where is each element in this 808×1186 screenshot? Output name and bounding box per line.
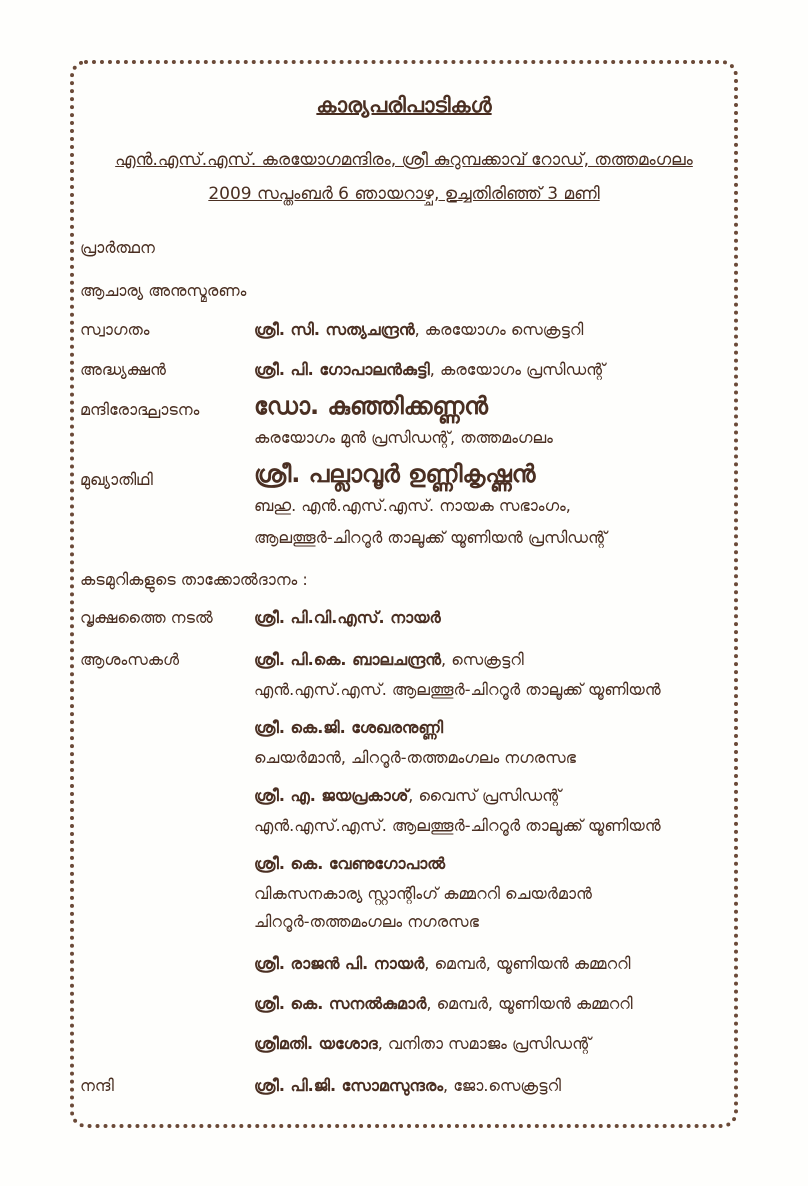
thanks-label: നന്ദി bbox=[80, 1076, 114, 1095]
presidency-name: ശ്രീ. പി. ഗോപാലൻകുട്ടി bbox=[254, 360, 430, 379]
venue-line-2: 2009 സപ്തംബർ 6 ഞായറാഴ്ച, ഉച്ചതിരിഞ്ഞ് 3 മണി bbox=[208, 184, 600, 204]
chief-guest-detail-1: ബഹു. എൻ.എസ്.എസ്. നായക സഭാംഗം, bbox=[254, 496, 571, 515]
presidency-role: , കരയോഗം പ്രസിഡന്റ് bbox=[429, 360, 605, 379]
felicitation-2-detail: ചെയർമാൻ, ചിററൂർ-തത്തമംഗലം നഗരസഭ bbox=[254, 748, 576, 767]
felicitations-label: ആശംസകൾ bbox=[80, 650, 180, 669]
presidency-label: അദ്ധ്യക്ഷൻ bbox=[80, 360, 166, 379]
key-handover-label: കടമുറികളുടെ താക്കോൽദാനം : bbox=[80, 570, 308, 589]
felicitation-7: ശ്രീമതി. യശോദ, വനിതാ സമാജം പ്രസിഡന്റ് bbox=[254, 1034, 591, 1053]
chief-guest-detail-2: ആലത്തൂർ-ചിററൂർ താലൂക്ക് യൂണിയൻ പ്രസിഡന്റ് bbox=[254, 528, 607, 547]
page-title: കാര്യപരിപാടികൾ bbox=[316, 93, 492, 117]
felicitation-4: ശ്രീ. കെ. വേണുഗോപാൽ bbox=[254, 854, 446, 873]
chief-guest-label: മുഖ്യാതിഥി bbox=[80, 470, 153, 489]
felicitation-4-detail: വികസനകാര്യ സ്റ്റാന്റിംഗ് കമ്മററി ചെയർമാൻ bbox=[254, 884, 592, 903]
prayer-label: പ്രാർത്ഥന bbox=[80, 238, 155, 257]
felicitation-1: ശ്രീ. പി.കെ. ബാലചന്ദ്രൻ, സെക്രട്ടറി bbox=[254, 650, 524, 669]
welcome-label: സ്വാഗതം bbox=[80, 320, 150, 339]
welcome-name: ശ്രീ. സി. സത്യചന്ദ്രൻ bbox=[254, 320, 415, 339]
tree-planting-label: വൃക്ഷത്തൈ നടൽ bbox=[80, 608, 213, 627]
welcome-entry bbox=[254, 320, 583, 340]
felicitation-6: ശ്രീ. കെ. സനൽകുമാർ, മെമ്പർ, യൂണിയൻ കമ്മററി bbox=[254, 994, 633, 1013]
venue-line-1: എൻ.എസ്.എസ്. കരയോഗമന്ദിരം, ശ്രീ കുറുമ്പക്കാവ് റോഡ്, തത്തമംഗലം bbox=[115, 150, 693, 170]
inauguration-name: ഡോ. കുഞ്ഞിക്കണ്ണൻ bbox=[254, 392, 489, 420]
felicitation-3: ശ്രീ. എ. ജയപ്രകാശ്, വൈസ് പ്രസിഡന്റ് bbox=[254, 786, 561, 805]
inauguration-label: മന്ദിരോദ്ഘാടനം bbox=[80, 400, 200, 419]
felicitation-4-detail-2: ചിററൂർ-തത്തമംഗലം നഗരസഭ bbox=[254, 912, 479, 931]
felicitation-2: ശ്രീ. കെ.ജി. ശേഖരനുണ്ണി bbox=[254, 718, 444, 737]
inauguration-detail: കരയോഗം മുൻ പ്രസിഡന്റ്, തത്തമംഗലം bbox=[254, 428, 553, 447]
felicitation-3-detail: എൻ.എസ്.എസ്. ആലത്തൂർ-ചിററൂർ താലൂക്ക് യൂണിയൻ bbox=[254, 816, 661, 835]
presidency-entry bbox=[254, 360, 605, 380]
felicitation-5: ശ്രീ. രാജൻ പി. നായർ, മെമ്പർ, യൂണിയൻ കമ്മററി bbox=[254, 954, 631, 973]
chief-guest-name: ശ്രീ. പല്ലാവൂർ ഉണ്ണികൃഷ്ണൻ bbox=[254, 460, 536, 488]
welcome-role: , കരയോഗം സെക്രട്ടറി bbox=[414, 320, 584, 339]
remembrance-label: ആചാര്യ അനുസ്മരണം bbox=[80, 281, 247, 300]
felicitation-1-detail: എൻ.എസ്.എസ്. ആലത്തൂർ-ചിററൂർ താലൂക്ക് യൂണിയൻ bbox=[254, 680, 661, 699]
thanks-entry: ശ്രീ. പി.ജി. സോമസുന്ദരം, ജോ.സെക്രട്ടറി bbox=[254, 1076, 561, 1095]
tree-planting-name: ശ്രീ. പി.വി.എസ്. നായർ bbox=[254, 608, 441, 627]
